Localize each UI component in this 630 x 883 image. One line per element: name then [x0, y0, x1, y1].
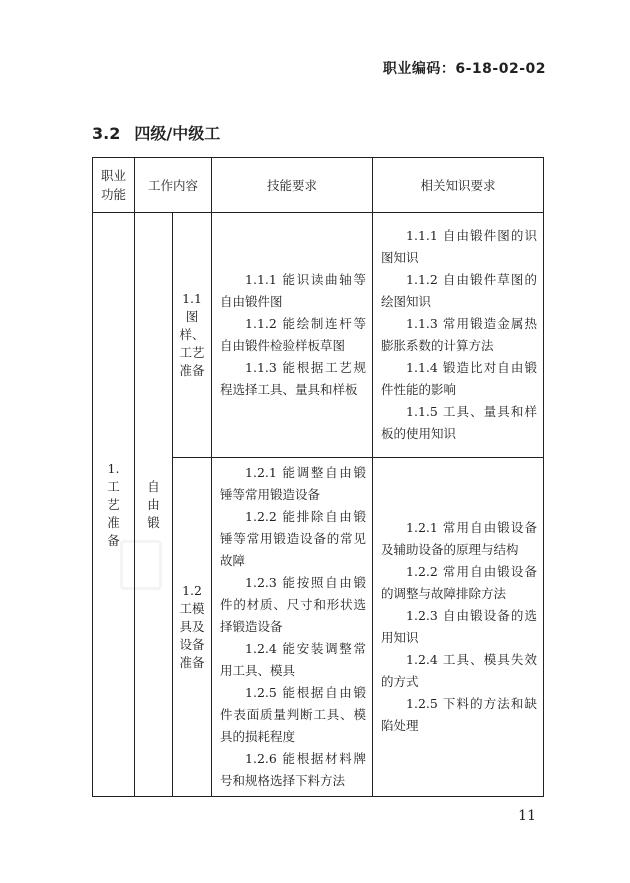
content-label: 1.1 图样、工艺准备 — [179, 291, 205, 378]
content-cell — [173, 213, 212, 458]
occupation-code: 职业编码：6-18-02-02 — [382, 61, 546, 77]
knowledge-item: 1.1.5 工具、量具和样板的使用知识 — [381, 404, 538, 441]
section-number: 3.2 — [92, 124, 121, 143]
function-label: 1. 工艺准备 — [107, 460, 120, 548]
category-label: 自由锻 — [147, 478, 160, 530]
knowledge-item: 1.2.2 常用自由锻设备的调整与故障排除方法 — [381, 564, 538, 601]
skill-item: 1.1.2 能绘制连杆等自由锻件检验样板草图 — [220, 316, 367, 353]
skills-cell — [212, 458, 373, 797]
knowledge-item: 1.1.1 自由锻件图的识图知识 — [381, 228, 538, 265]
category-cell — [135, 213, 173, 797]
header-function: 职业功能 — [93, 158, 135, 213]
function-cell — [93, 213, 135, 797]
page-number: 11 — [518, 808, 536, 824]
skill-item: 1.1.3 能根据工艺规程选择工具、量具和样板 — [220, 360, 367, 397]
knowledge-item: 1.1.3 常用锻造金属热膨胀系数的计算方法 — [381, 316, 538, 353]
header-work-content: 工作内容 — [135, 158, 212, 213]
skill-item: 1.2.3 能按照自由锻件的材质、尺寸和形状选择锻造设备 — [220, 575, 367, 634]
skill-item: 1.2.1 能调整自由锻锤等常用锻造设备 — [220, 465, 367, 502]
skill-item: 1.2.4 能安装调整常用工具、模具 — [220, 641, 367, 678]
knowledge-item: 1.2.1 常用自由锻设备及辅助设备的原理与结构 — [381, 520, 538, 557]
knowledge-cell — [373, 458, 544, 797]
header-skills: 技能要求 — [212, 158, 373, 213]
knowledge-cell — [373, 213, 544, 458]
knowledge-item: 1.1.4 锻造比对自由锻件性能的影响 — [381, 360, 538, 397]
skill-item: 1.1.1 能识读曲轴等自由锻件图 — [220, 272, 367, 309]
header-knowledge: 相关知识要求 — [373, 158, 544, 213]
content-cell — [173, 458, 212, 797]
knowledge-item: 1.2.5 下料的方法和缺陷处理 — [381, 696, 538, 733]
skill-item: 1.2.2 能排除自由锻锤等常用锻造设备的常见故障 — [220, 509, 367, 568]
knowledge-item: 1.2.3 自由锻设备的选用知识 — [381, 608, 538, 645]
skills-table — [92, 157, 544, 797]
skill-item: 1.2.6 能根据材料牌号和规格选择下料方法 — [220, 751, 367, 788]
skills-cell — [212, 213, 373, 458]
skill-item: 1.2.5 能根据自由锻件表面质量判断工具、模具的损耗程度 — [220, 685, 367, 744]
knowledge-item: 1.1.2 自由锻件草图的绘图知识 — [381, 272, 538, 309]
section-title: 四级/中级工 — [134, 124, 221, 143]
section-heading — [92, 121, 220, 144]
knowledge-item: 1.2.4 工具、模具失效的方式 — [381, 652, 538, 689]
content-label: 1.2 工模具及设备准备 — [179, 583, 205, 670]
